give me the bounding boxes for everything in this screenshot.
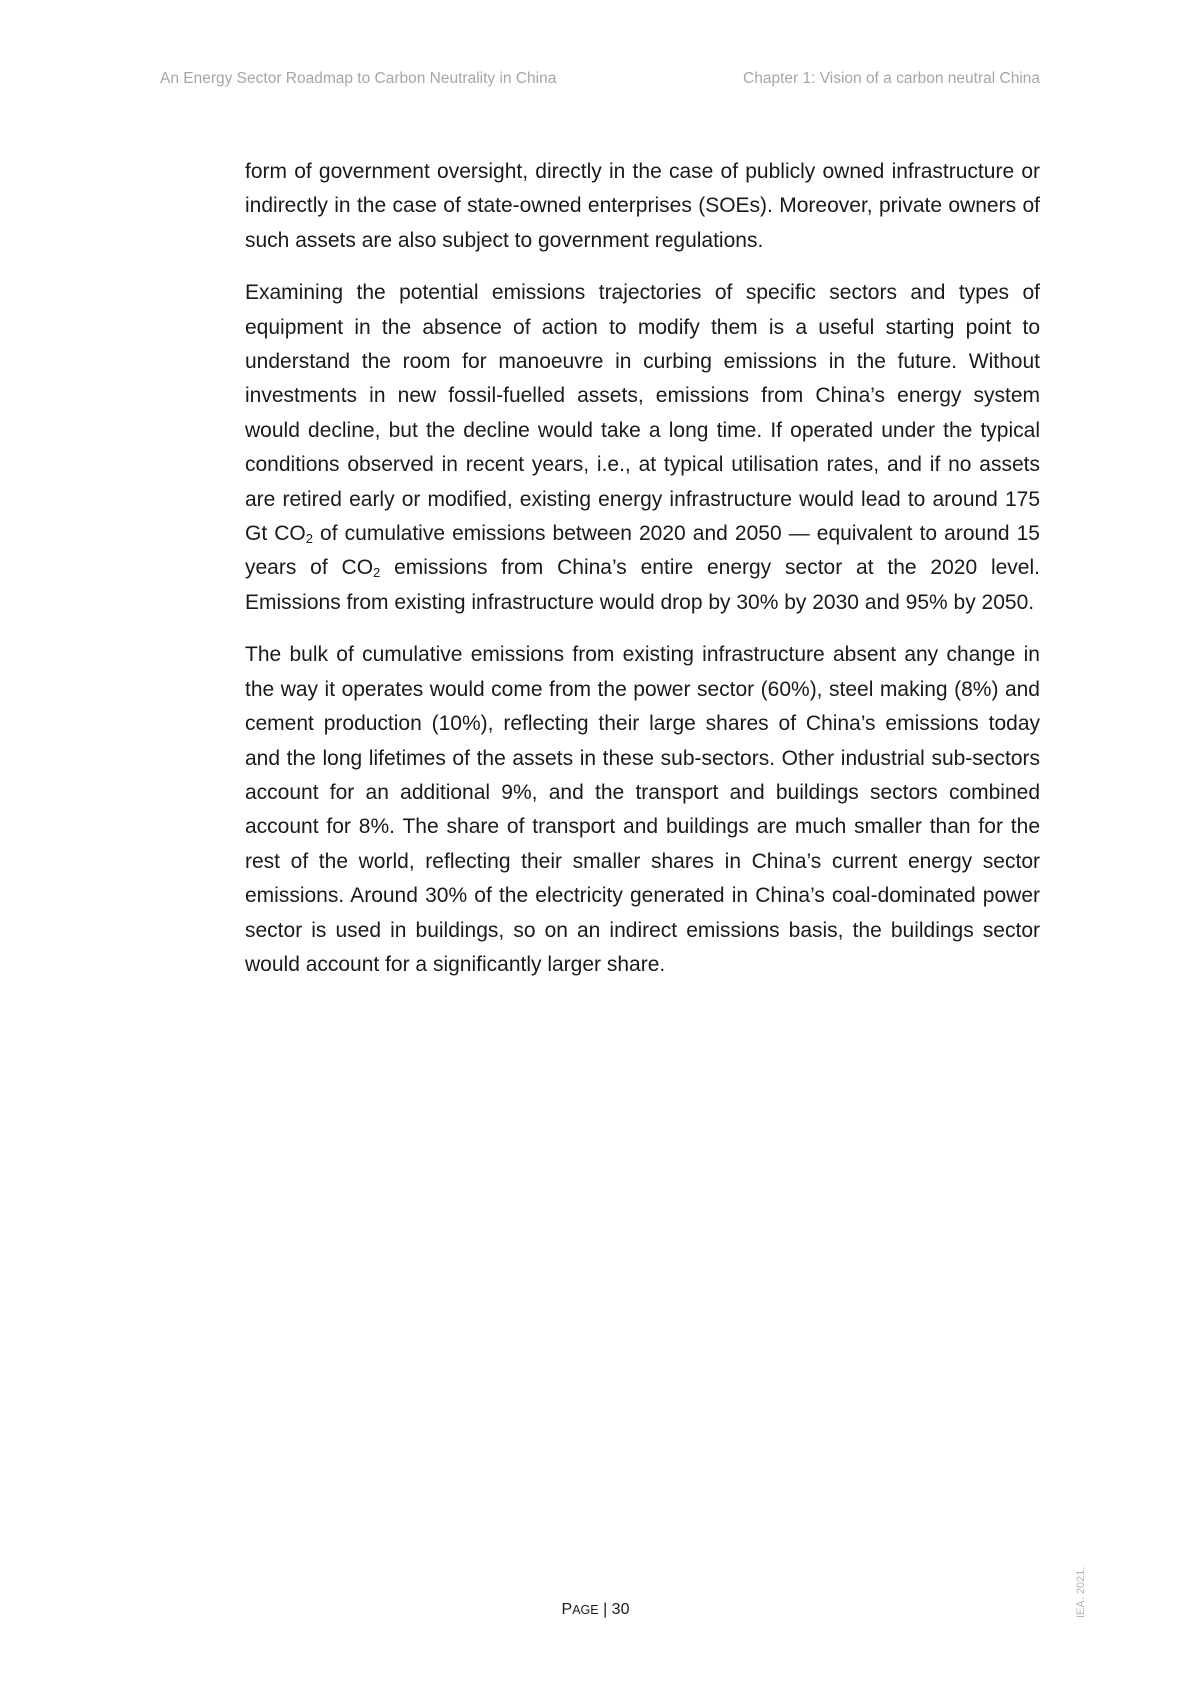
paragraph-2-part-b: of cumulative emissions between 2020 and 2050 — equivalent to around 15 years of CO bbox=[245, 522, 1040, 580]
paragraph-1: form of government oversight, directly in the case of publicly owned infrastructure or indirectly in the case of state-owned enterprises (SOEs). Moreover, private owners of such assets are also subject to government regulations. bbox=[245, 160, 1040, 252]
page-label-initial: P bbox=[561, 1601, 573, 1618]
subscript-2: 2 bbox=[305, 531, 313, 547]
copyright-credit: IEA. 2021. bbox=[1075, 1566, 1087, 1618]
subscript-2: 2 bbox=[373, 565, 381, 581]
page-label-rest: AGE bbox=[572, 1603, 599, 1617]
running-header bbox=[160, 70, 1040, 92]
report-title: An Energy Sector Roadmap to Carbon Neutrality in China bbox=[160, 70, 557, 87]
page-number bbox=[0, 1601, 1191, 1619]
body-text bbox=[245, 155, 1040, 1000]
chapter-title: Chapter 1: Vision of a carbon neutral China bbox=[743, 70, 1040, 87]
paragraph-2-part-c: emissions from China’s entire energy sector at the 2020 level. Emissions from existing infrastructure would drop by 30% by 2030 and 95% by 2050. bbox=[245, 556, 1040, 614]
page-label bbox=[562, 1601, 599, 1618]
paragraph-2-part-a: Examining the potential emissions trajectories of specific sectors and types of equipment in the absence of action to modify them is a useful starting point to understand the room for manoeuvre in curbing emissions in the future. Without investments in new fossil-fuelled assets, emissions from China’s energy system would decline, but the decline would take a long time. If operated under the typical conditions observed in recent years, i.e., at typical utilisation rates, and if no assets are retired early or modified, existing energy infrastructure would lead to around 175 Gt CO bbox=[245, 281, 1040, 546]
page-number-value: | 30 bbox=[603, 1601, 630, 1618]
paragraph-2 bbox=[245, 276, 1040, 620]
paragraph-3: The bulk of cumulative emissions from existing infrastructure absent any change in the way it operates would come from the power sector (60%), steel making (8%) and cement production (10%), reflecting their large shares of China’s emissions today and the long lifetimes of the assets in these sub-sectors. Other industrial sub-sectors account for an additional 9%, and the transport and buildings sectors combined account for 8%. The share of transport and buildings are much smaller than for the rest of the world, reflecting their smaller shares in China’s current energy sector emissions. Around 30% of the electricity generated in China’s coal-dominated power sector is used in buildings, so on an indirect emissions basis, the buildings sector would account for a significantly larger share. bbox=[245, 643, 1040, 976]
